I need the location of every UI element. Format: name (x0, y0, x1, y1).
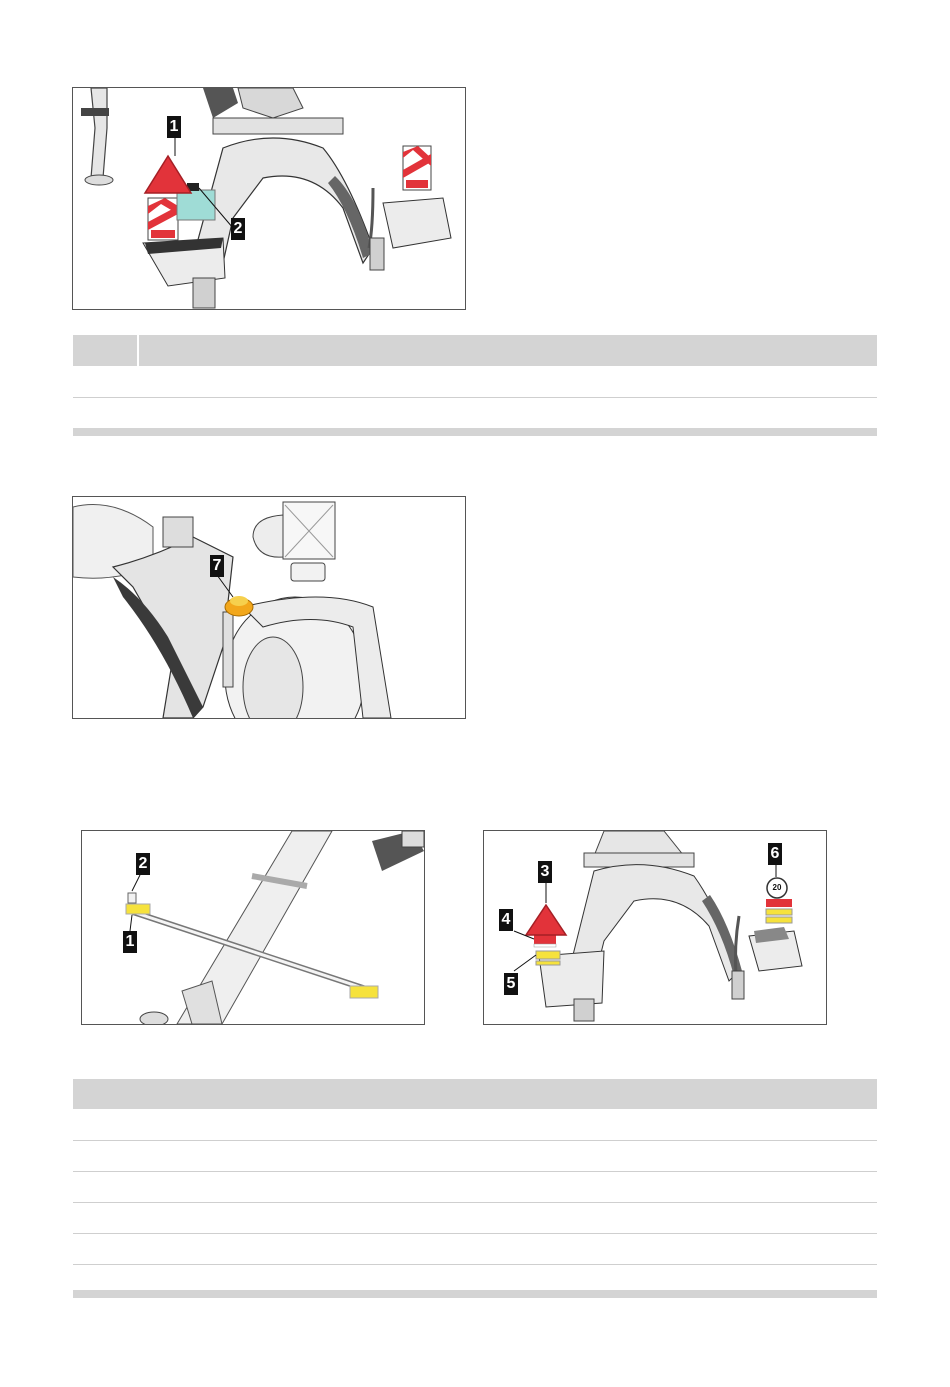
table-row (73, 1109, 877, 1141)
table-end-bar (73, 1290, 877, 1298)
figure-side-reflectors (81, 830, 425, 1025)
legend-table-2 (73, 1079, 877, 1298)
callout-4: 4 (499, 909, 513, 931)
table-row (73, 1234, 877, 1265)
table-row (73, 1141, 877, 1172)
callout-2: 2 (231, 218, 245, 240)
figure-rear-lighting-overview (72, 87, 466, 310)
table-header (73, 1079, 877, 1109)
callout-5: 5 (504, 973, 518, 995)
callout-3: 3 (538, 861, 552, 883)
table-row (73, 1172, 877, 1203)
callout-1: 1 (167, 116, 181, 138)
figure-beacon-light (72, 496, 466, 719)
callout-7: 7 (210, 555, 224, 577)
side-reflector-drawing (82, 831, 424, 1024)
table-end-bar (73, 428, 877, 436)
callout-1: 1 (123, 931, 137, 953)
table-header (73, 335, 877, 366)
legend-table-1 (73, 335, 877, 436)
machine-rear-drawing (73, 88, 465, 309)
beacon-drawing (73, 497, 465, 718)
table-row (73, 398, 877, 428)
speed-limit-sign: 20 (772, 883, 782, 892)
table-row (73, 366, 877, 398)
table-row (73, 1203, 877, 1234)
callout-6: 6 (768, 843, 782, 865)
table-row (73, 1265, 877, 1290)
header-cell-number (73, 335, 139, 366)
figure-rear-signs (483, 830, 827, 1025)
callout-2: 2 (136, 853, 150, 875)
